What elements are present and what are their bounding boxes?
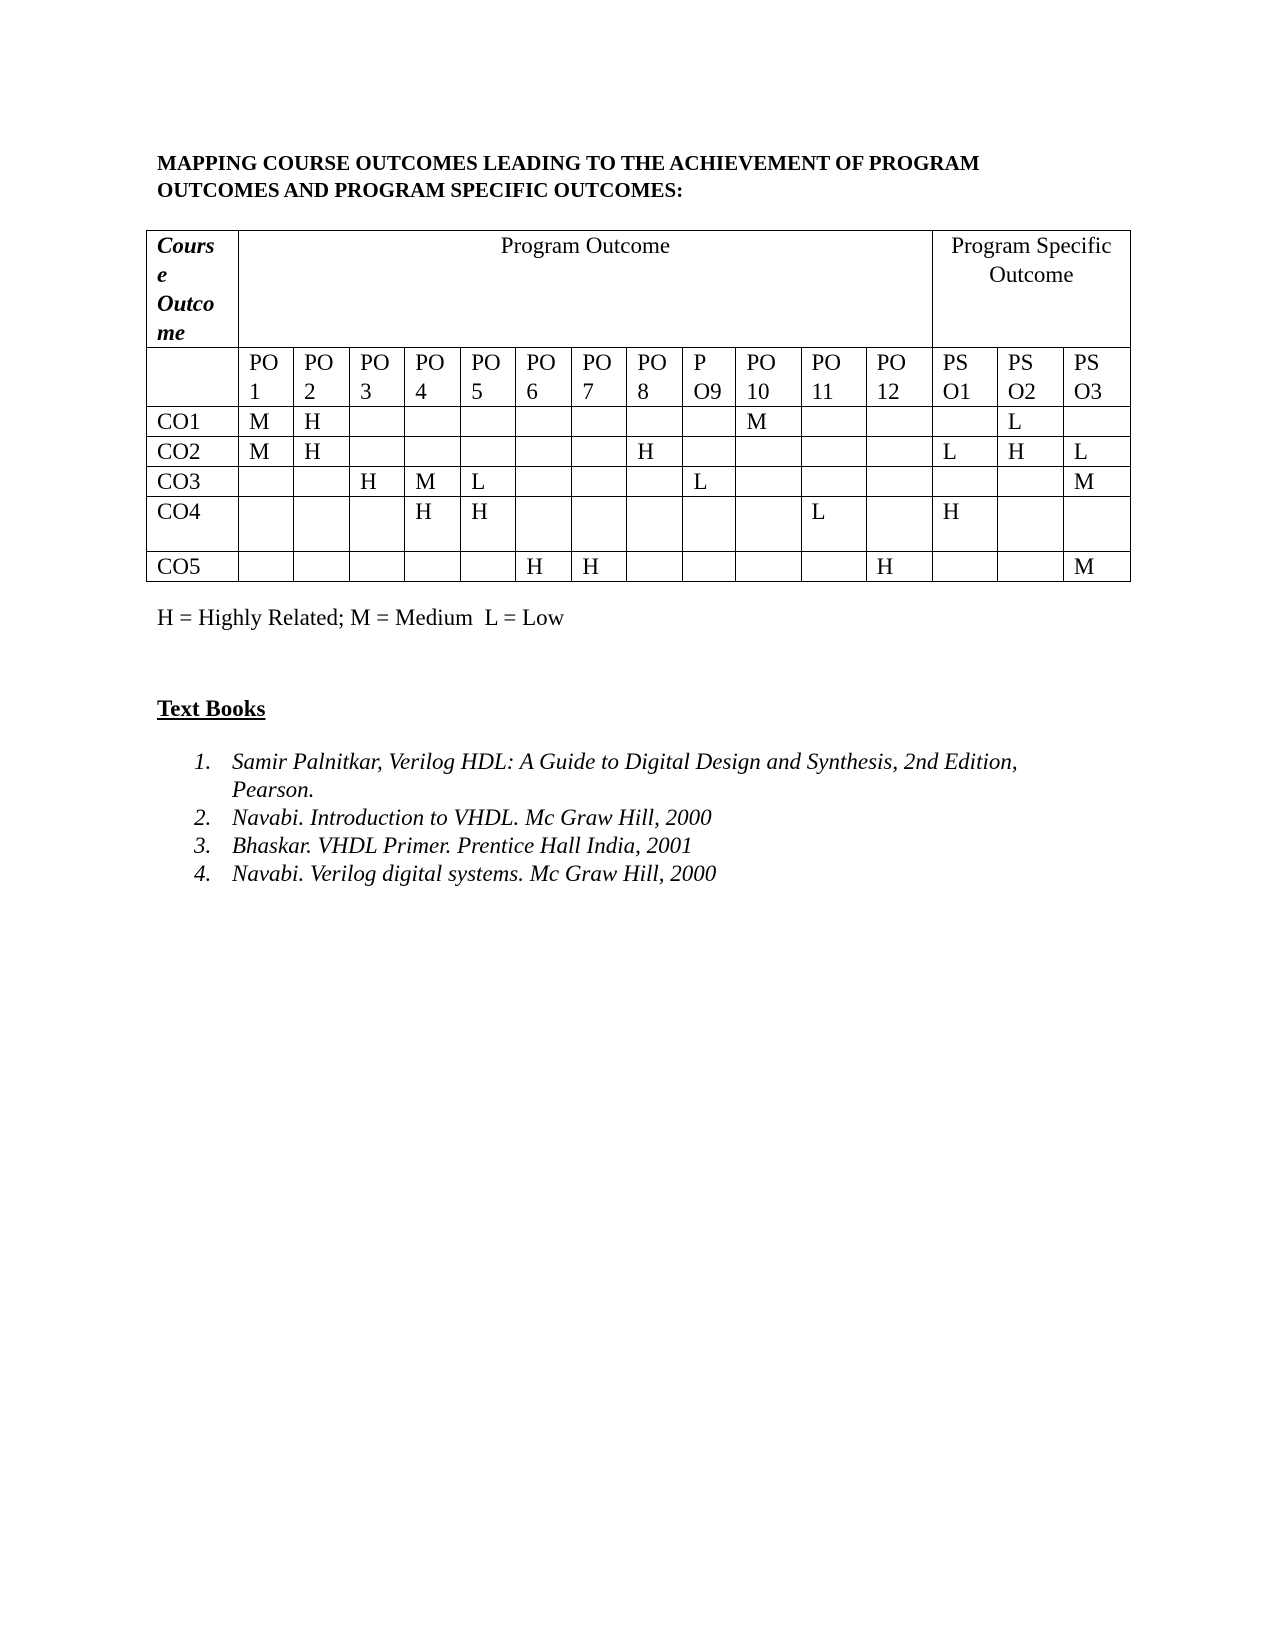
mapping-cell: L [683,467,736,497]
legend: H = Highly Related; M = Medium L = Low [157,605,565,630]
po-column-label [405,348,461,407]
mapping-cell: M [1063,467,1130,497]
text-book-line: Bhaskar. VHDL Primer. Prentice Hall India, 2001 [232,833,693,858]
table-row [147,467,1131,497]
text-books-title: Text Books [157,696,266,721]
mapping-cell [350,407,405,437]
mapping-cell [683,552,736,582]
text-book-number: 3. [194,833,212,858]
mapping-cell: M [405,467,461,497]
table-row [147,552,1131,582]
po-column-label-line: O2 [1007,379,1036,404]
table-header-row [147,231,1131,348]
mapping-cell [997,497,1063,552]
mapping-cell: L [997,407,1063,437]
mapping-cell: H [997,437,1063,467]
po-column-label-line: 8 [637,379,649,404]
mapping-cell: H [461,497,516,552]
po-column-label-line: PO [304,350,334,375]
mapping-cell [294,497,350,552]
mapping-cell [1063,407,1130,437]
mapping-cell [572,467,627,497]
mapping-cell: M [736,407,801,437]
mapping-cell [516,497,572,552]
pso-header-line: Program Specific [951,233,1112,258]
po-column-label-line: PO [582,350,612,375]
po-column-label-line: PO [637,350,667,375]
po-column-label-line: PO [360,350,390,375]
mapping-cell [294,467,350,497]
po-column-label [866,348,932,407]
po-column-label-line: PO [811,350,841,375]
course-outcome-header-cell [147,231,239,348]
po-column-label-line: PS [1007,350,1034,375]
mapping-cell [350,497,405,552]
mapping-cell: H [627,437,683,467]
text-book-number: 4. [194,861,212,886]
po-column-label-line: PS [1073,350,1100,375]
po-column-label-line: 1 [249,379,261,404]
mapping-cell [461,437,516,467]
po-column-label [997,348,1063,407]
mapping-cell [627,552,683,582]
course-outcome-label: CO3 [147,467,239,497]
po-column-label [572,348,627,407]
mapping-cell [461,407,516,437]
mapping-cell: L [801,497,866,552]
mapping-cell [932,407,997,437]
text-book-item [0,832,1102,860]
mapping-cell [866,407,932,437]
heading-line-1: MAPPING COURSE OUTCOMES LEADING TO THE ACHIEVEMENT OF PROGRAM [157,151,980,175]
program-specific-outcome-header [932,231,1130,348]
program-outcome-header: Program Outcome [239,231,933,348]
text-book-number: 1. [194,749,212,774]
mapping-cell: M [1063,552,1130,582]
text-book-item [0,860,1102,888]
table-row [147,437,1131,467]
mapping-cell: M [239,437,294,467]
po-column-label [932,348,997,407]
po-column-label-line: PO [526,350,556,375]
mapping-cell [866,497,932,552]
po-column-label-line: P [693,350,707,375]
po-column-label [801,348,866,407]
mapping-cell: H [572,552,627,582]
po-column-label [461,348,516,407]
mapping-cell [516,437,572,467]
mapping-cell [516,407,572,437]
mapping-cell [932,552,997,582]
course-outcome-header-line: Outco [157,291,215,316]
po-column-label-line: 3 [360,379,372,404]
po-column-label-line: 10 [746,379,770,404]
course-outcome-label: CO2 [147,437,239,467]
mapping-cell: H [350,467,405,497]
po-column-label-line: 12 [876,379,900,404]
pso-header-line: Outcome [989,262,1074,287]
po-column-label-line: O3 [1073,379,1102,404]
mapping-cell [866,467,932,497]
empty-corner-cell [147,348,239,407]
mapping-cell: H [516,552,572,582]
po-column-label-line: PO [415,350,445,375]
co-po-mapping-table [146,230,1131,582]
mapping-cell [801,552,866,582]
po-column-label-line: 11 [811,379,834,404]
text-book-line: Pearson. [232,777,315,802]
mapping-cell: L [932,437,997,467]
mapping-cell: H [866,552,932,582]
po-column-labels-row [147,348,1131,407]
mapping-cell [350,437,405,467]
mapping-cell: L [461,467,516,497]
mapping-cell [683,407,736,437]
mapping-cell [405,437,461,467]
po-column-label [1063,348,1130,407]
mapping-cell: H [932,497,997,552]
mapping-cell [572,437,627,467]
po-column-label-line: PO [876,350,906,375]
po-column-label [350,348,405,407]
po-column-label-line: PS [942,350,969,375]
po-column-label-line: 5 [471,379,483,404]
po-column-label-line: 6 [526,379,538,404]
mapping-cell [239,552,294,582]
course-outcome-header-line: Cours [157,233,215,258]
mapping-cell [239,467,294,497]
text-book-line: Navabi. Introduction to VHDL. Mc Graw Hill, 2000 [232,805,712,830]
mapping-cell [736,437,801,467]
mapping-cell [932,467,997,497]
mapping-cell [627,467,683,497]
mapping-cell [350,552,405,582]
course-outcome-header-line: me [157,320,186,345]
mapping-cell [627,497,683,552]
mapping-cell [997,467,1063,497]
course-outcome-header-line: e [157,262,168,287]
mapping-cell [294,552,350,582]
mapping-cell [801,407,866,437]
heading-line-2: OUTCOMES AND PROGRAM SPECIFIC OUTCOMES: [157,178,684,202]
mapping-cell [1063,497,1130,552]
po-column-label-line: O1 [942,379,971,404]
po-column-label-line: 7 [582,379,594,404]
po-column-label [627,348,683,407]
text-book-item [0,804,1102,832]
course-outcome-label: CO4 [147,497,239,552]
course-outcome-label: CO1 [147,407,239,437]
mapping-cell [736,552,801,582]
mapping-cell [572,497,627,552]
mapping-cell [736,497,801,552]
mapping-cell [516,467,572,497]
po-column-label [294,348,350,407]
text-book-item [0,748,1102,804]
mapping-cell [627,407,683,437]
mapping-cell [405,407,461,437]
table-row [147,497,1131,552]
mapping-cell: L [1063,437,1130,467]
po-column-label-line: PO [746,350,776,375]
po-column-label [736,348,801,407]
text-books-list [0,748,1102,888]
mapping-cell [572,407,627,437]
mapping-cell [801,467,866,497]
mapping-cell [997,552,1063,582]
mapping-cell [801,437,866,467]
mapping-cell [866,437,932,467]
po-column-label [239,348,294,407]
text-book-number: 2. [194,805,212,830]
mapping-cell [405,552,461,582]
po-column-label-line: 4 [415,379,427,404]
page-heading [157,150,1157,204]
mapping-cell: H [294,437,350,467]
mapping-cell: M [239,407,294,437]
mapping-cell: H [294,407,350,437]
text-book-line: Navabi. Verilog digital systems. Mc Graw Hill, 2000 [232,861,717,886]
mapping-cell: H [405,497,461,552]
mapping-cell [683,437,736,467]
po-column-label-line: O9 [693,379,722,404]
text-book-line: Samir Palnitkar, Verilog HDL: A Guide to Digital Design and Synthesis, 2nd Edition, [232,749,1018,774]
po-column-label [683,348,736,407]
mapping-cell [736,467,801,497]
course-outcome-label: CO5 [147,552,239,582]
mapping-cell [683,497,736,552]
po-column-label-line: PO [249,350,279,375]
mapping-cell [461,552,516,582]
po-column-label-line: 2 [304,379,316,404]
table-row [147,407,1131,437]
po-column-label [516,348,572,407]
po-column-label-line: PO [471,350,501,375]
mapping-cell [239,497,294,552]
